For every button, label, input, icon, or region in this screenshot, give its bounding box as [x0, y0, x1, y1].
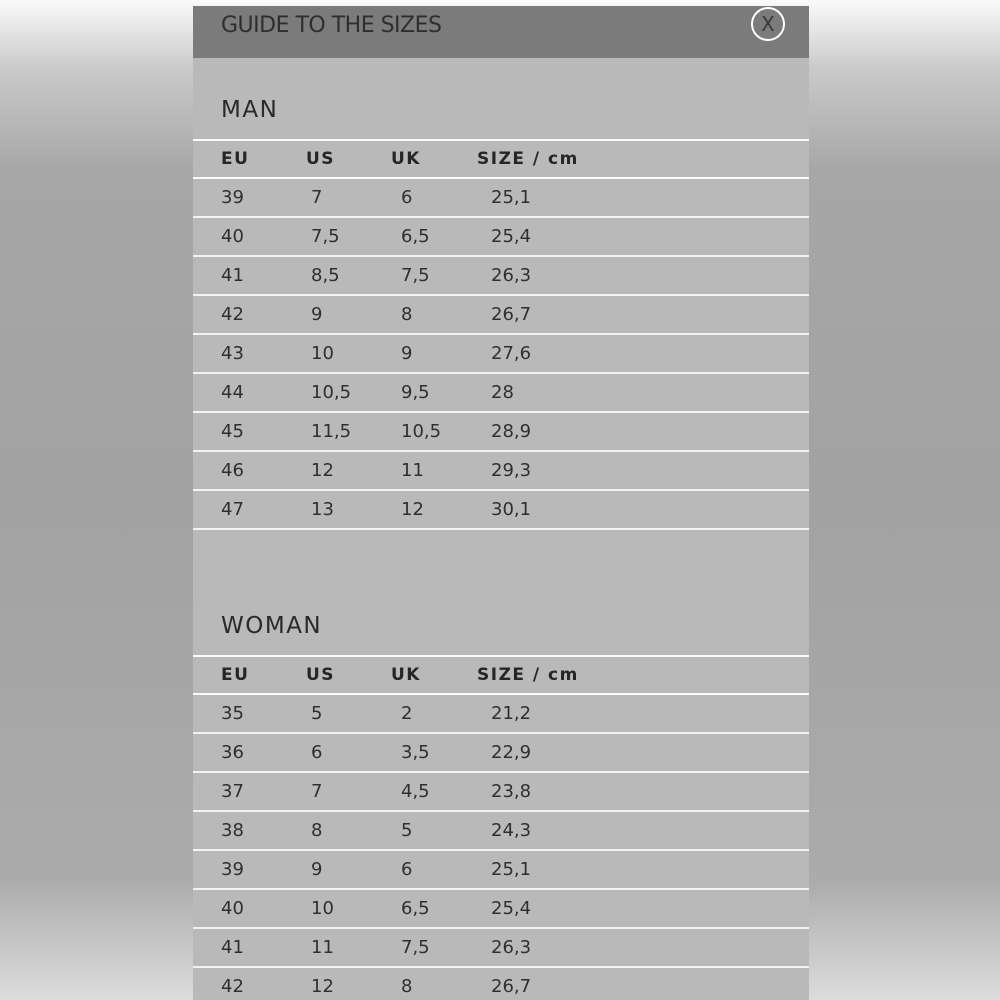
cell-uk: 4,5 [401, 781, 430, 802]
cell-us: 7,5 [311, 226, 340, 247]
column-header-uk: UK [391, 665, 421, 685]
table-row [193, 413, 809, 452]
cell-eu: 39 [221, 187, 244, 208]
table-row [193, 968, 809, 1000]
cell-us: 6 [311, 742, 323, 763]
cell-eu: 43 [221, 343, 244, 364]
table-row [193, 851, 809, 890]
table-row [193, 812, 809, 851]
column-header-size-cm: SIZE / cm [477, 665, 579, 685]
cell-eu: 37 [221, 781, 244, 802]
cell-us: 10 [311, 898, 334, 919]
cell-us: 10 [311, 343, 334, 364]
cell-eu: 42 [221, 304, 244, 325]
cell-eu: 41 [221, 937, 244, 958]
cell-size-cm: 26,7 [491, 304, 532, 325]
size-guide-modal [193, 6, 809, 1000]
table-row [193, 890, 809, 929]
table-row [193, 452, 809, 491]
cell-uk: 6,5 [401, 226, 430, 247]
cell-eu: 35 [221, 703, 244, 724]
cell-us: 7 [311, 187, 323, 208]
cell-size-cm: 25,4 [491, 898, 532, 919]
cell-us: 12 [311, 460, 334, 481]
modal-header [193, 6, 809, 58]
table-row [193, 734, 809, 773]
cell-uk: 7,5 [401, 937, 430, 958]
cell-uk: 12 [401, 499, 424, 520]
woman-size-table [193, 655, 809, 1000]
cell-eu: 45 [221, 421, 244, 442]
cell-uk: 6 [401, 187, 413, 208]
cell-eu: 44 [221, 382, 244, 403]
cell-size-cm: 25,1 [491, 187, 532, 208]
cell-uk: 6,5 [401, 898, 430, 919]
table-row [193, 929, 809, 968]
man-section-title: MAN [221, 97, 279, 123]
close-icon: X [761, 12, 775, 36]
man-size-table [193, 139, 809, 530]
table-row [193, 491, 809, 530]
cell-us: 8 [311, 820, 323, 841]
cell-size-cm: 22,9 [491, 742, 532, 763]
cell-eu: 47 [221, 499, 244, 520]
table-row [193, 335, 809, 374]
cell-uk: 8 [401, 976, 413, 997]
table-row [193, 773, 809, 812]
cell-size-cm: 26,3 [491, 265, 532, 286]
cell-eu: 40 [221, 226, 244, 247]
cell-uk: 8 [401, 304, 413, 325]
cell-size-cm: 28,9 [491, 421, 532, 442]
cell-us: 11 [311, 937, 334, 958]
table-header-row [193, 657, 809, 695]
cell-uk: 2 [401, 703, 413, 724]
cell-uk: 9 [401, 343, 413, 364]
column-header-uk: UK [391, 149, 421, 169]
table-row [193, 695, 809, 734]
column-header-eu: EU [221, 149, 250, 169]
cell-us: 9 [311, 859, 323, 880]
cell-eu: 36 [221, 742, 244, 763]
close-button[interactable] [751, 7, 785, 41]
table-row [193, 179, 809, 218]
cell-size-cm: 26,7 [491, 976, 532, 997]
table-header-row [193, 141, 809, 179]
cell-eu: 39 [221, 859, 244, 880]
cell-uk: 7,5 [401, 265, 430, 286]
cell-size-cm: 24,3 [491, 820, 532, 841]
cell-eu: 40 [221, 898, 244, 919]
cell-size-cm: 21,2 [491, 703, 532, 724]
cell-uk: 5 [401, 820, 413, 841]
cell-size-cm: 25,4 [491, 226, 532, 247]
cell-size-cm: 29,3 [491, 460, 532, 481]
cell-eu: 42 [221, 976, 244, 997]
cell-us: 11,5 [311, 421, 352, 442]
cell-uk: 10,5 [401, 421, 442, 442]
cell-size-cm: 26,3 [491, 937, 532, 958]
column-header-size-cm: SIZE / cm [477, 149, 579, 169]
cell-eu: 41 [221, 265, 244, 286]
cell-eu: 38 [221, 820, 244, 841]
column-header-eu: EU [221, 665, 250, 685]
cell-uk: 11 [401, 460, 424, 481]
cell-size-cm: 25,1 [491, 859, 532, 880]
cell-us: 9 [311, 304, 323, 325]
cell-uk: 9,5 [401, 382, 430, 403]
woman-section-title: WOMAN [221, 613, 323, 639]
cell-size-cm: 30,1 [491, 499, 532, 520]
cell-us: 5 [311, 703, 323, 724]
cell-us: 7 [311, 781, 323, 802]
cell-us: 8,5 [311, 265, 340, 286]
cell-uk: 6 [401, 859, 413, 880]
table-row [193, 257, 809, 296]
cell-size-cm: 27,6 [491, 343, 532, 364]
cell-size-cm: 23,8 [491, 781, 532, 802]
cell-uk: 3,5 [401, 742, 430, 763]
cell-us: 13 [311, 499, 334, 520]
table-row [193, 296, 809, 335]
modal-title: GUIDE TO THE SIZES [221, 13, 442, 38]
cell-eu: 46 [221, 460, 244, 481]
column-header-us: US [306, 149, 336, 169]
cell-size-cm: 28 [491, 382, 514, 403]
column-header-us: US [306, 665, 336, 685]
cell-us: 10,5 [311, 382, 352, 403]
cell-us: 12 [311, 976, 334, 997]
table-row [193, 374, 809, 413]
table-row [193, 218, 809, 257]
